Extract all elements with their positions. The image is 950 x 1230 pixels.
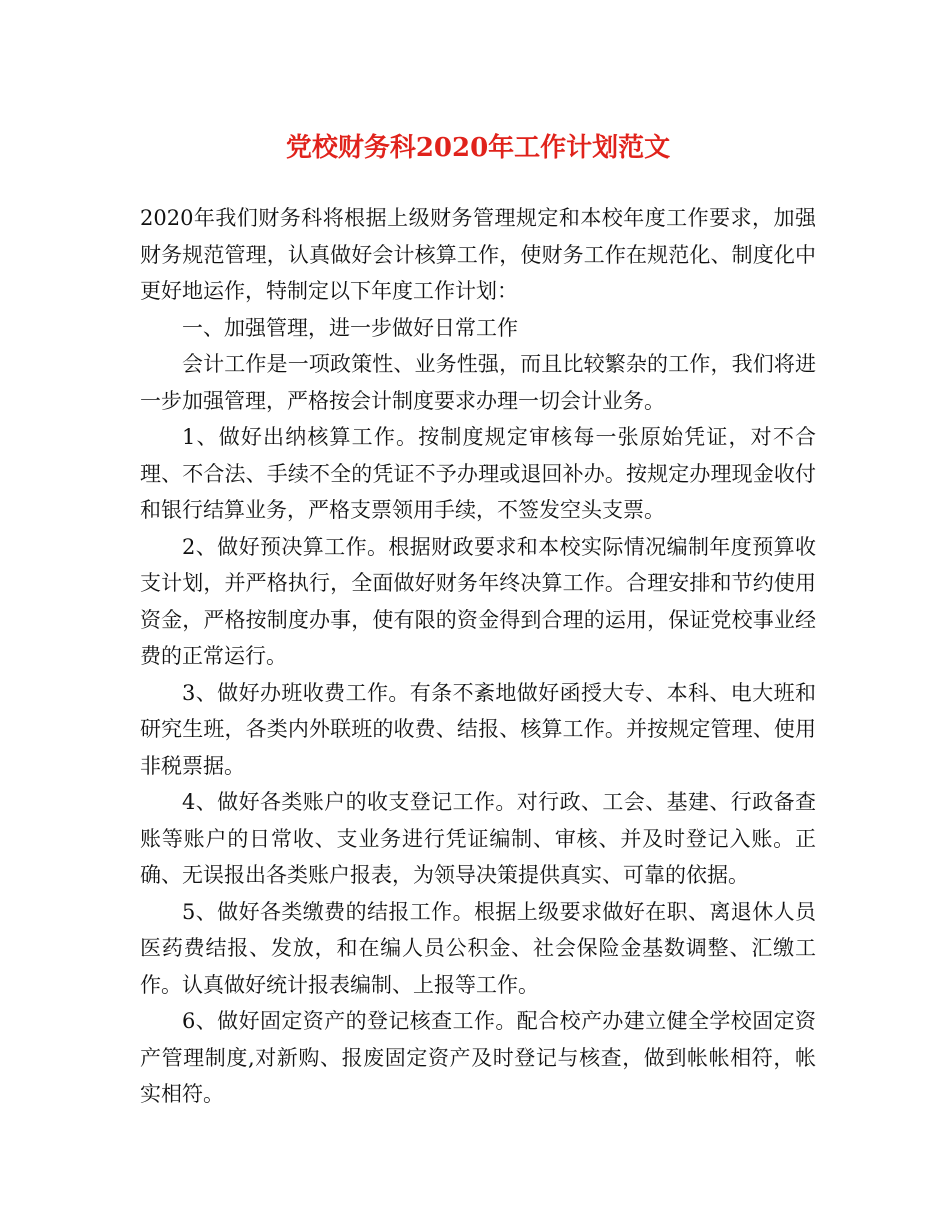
paragraph-item-5: 5、做好各类缴费的结报工作。根据上级要求做好在职、离退休人员医药费结报、发放，和在编人员公积金、社会保险金基数调整、汇缴工作。认真做好统计报表编制、上报等工作。 [140, 899, 816, 997]
paragraph-item-3: 3、做好办班收费工作。有条不紊地做好函授大专、本科、电大班和研究生班，各类内外联班的收费、结报、核算工作。并按规定管理、使用非税票据。 [140, 680, 816, 778]
paragraph-item-1: 1、做好出纳核算工作。按制度规定审核每一张原始凭证，对不合理、不合法、手续不全的凭证不予办理或退回补办。按规定办理现金收付和银行结算业务，严格支票领用手续，不签发空头支票。 [140, 425, 816, 522]
document-body [140, 200, 816, 1113]
document-title: 党校财务科2020年工作计划范文 [285, 133, 671, 163]
paragraph-item-4: 4、做好各类账户的收支登记工作。对行政、工会、基建、行政备查账等账户的日常收、支业务进行凭证编制、审核、并及时登记入账。正确、无误报出各类账户报表，为领导决策提供真实、可靠的依据。 [140, 790, 816, 887]
paragraph-item-2: 2、做好预决算工作。根据财政要求和本校实际情况编制年度预算收支计划，并严格执行，全面做好财务年终决算工作。合理安排和节约使用资金，严格按制度办事，使有限的资金得到合理的运用，保证党校事业经费的正常运行。 [140, 534, 816, 668]
paragraph-item-6: 6、做好固定资产的登记核查工作。配合校产办建立健全学校固定资产管理制度,对新购、报废固定资产及时登记与核查，做到帐帐相符，帐实相符。 [140, 1009, 816, 1106]
section-heading-1: 一、加强管理，进一步做好日常工作 [182, 315, 518, 340]
paragraph-overview: 会计工作是一项政策性、业务性强，而且比较繁杂的工作，我们将进一步加强管理，严格按会计制度要求办理一切会计业务。 [140, 352, 816, 413]
paragraph-intro: 2020年我们财务科将根据上级财务管理规定和本校年度工作要求，加强财务规范管理，认真做好会计核算工作，使财务工作在规范化、制度化中更好地运作，特制定以下年度工作计划： [140, 206, 816, 303]
